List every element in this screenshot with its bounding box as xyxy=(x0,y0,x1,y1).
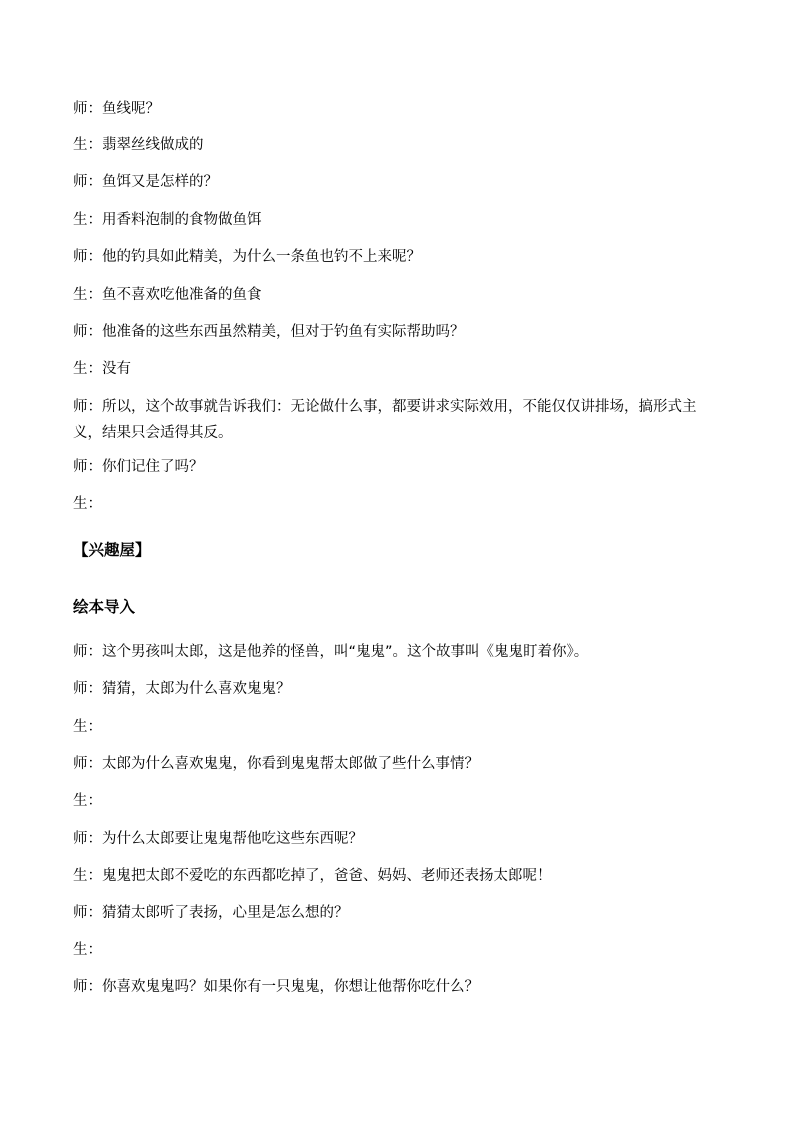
dialogue-paragraph: 师：所以，这个故事就告诉我们：无论做什么事，都要讲求实际效用，不能仅仅讲排场，搞形式主义，结果只会适得其反。 xyxy=(73,399,697,441)
dialogue-line: 生：鬼鬼把太郎不爱吃的东西都吃掉了，爸爸、妈妈、老师还表扬太郎呢！ xyxy=(73,868,552,884)
dialogue-line: 师：太郎为什么喜欢鬼鬼，你看到鬼鬼帮太郎做了些什么事情？ xyxy=(73,756,479,772)
dialogue-line: 师：猜猜太郎听了表扬，心里是怎么想的？ xyxy=(73,905,349,921)
dialogue-line: 师：鱼线呢？ xyxy=(73,101,160,117)
dialogue-line: 生： xyxy=(73,942,102,958)
dialogue-line: 师：你喜欢鬼鬼吗？如果你有一只鬼鬼，你想让他帮你吃什么？ xyxy=(73,979,479,995)
subsection-title: 绘本导入 xyxy=(73,598,136,616)
section-title: 【兴趣屋】 xyxy=(73,541,151,559)
dialogue-line: 师：这个男孩叫太郎，这是他养的怪兽，叫“鬼鬼”。这个故事叫《鬼鬼盯着你》。 xyxy=(73,644,589,660)
dialogue-line: 生： xyxy=(73,793,102,809)
dialogue-line: 师：他准备的这些东西虽然精美，但对于钓鱼有实际帮助吗？ xyxy=(73,324,465,340)
dialogue-line: 生：没有 xyxy=(73,361,131,377)
dialogue-line: 师：为什么太郎要让鬼鬼帮他吃这些东西呢？ xyxy=(73,831,363,847)
dialogue-line: 生：鱼不喜欢吃他准备的鱼食 xyxy=(73,287,262,303)
dialogue-line: 生：用香料泡制的食物做鱼饵 xyxy=(73,212,262,228)
dialogue-line: 生： xyxy=(73,496,102,512)
dialogue-line: 师：猜猜，太郎为什么喜欢鬼鬼？ xyxy=(73,681,291,697)
dialogue-line: 生： xyxy=(73,719,102,735)
dialogue-line: 师：他的钓具如此精美，为什么一条鱼也钓不上来呢？ xyxy=(73,249,421,265)
dialogue-line: 生：翡翠丝线做成的 xyxy=(73,137,204,153)
dialogue-line: 师：你们记住了吗？ xyxy=(73,459,204,475)
dialogue-line: 师：鱼饵又是怎样的？ xyxy=(73,174,218,190)
